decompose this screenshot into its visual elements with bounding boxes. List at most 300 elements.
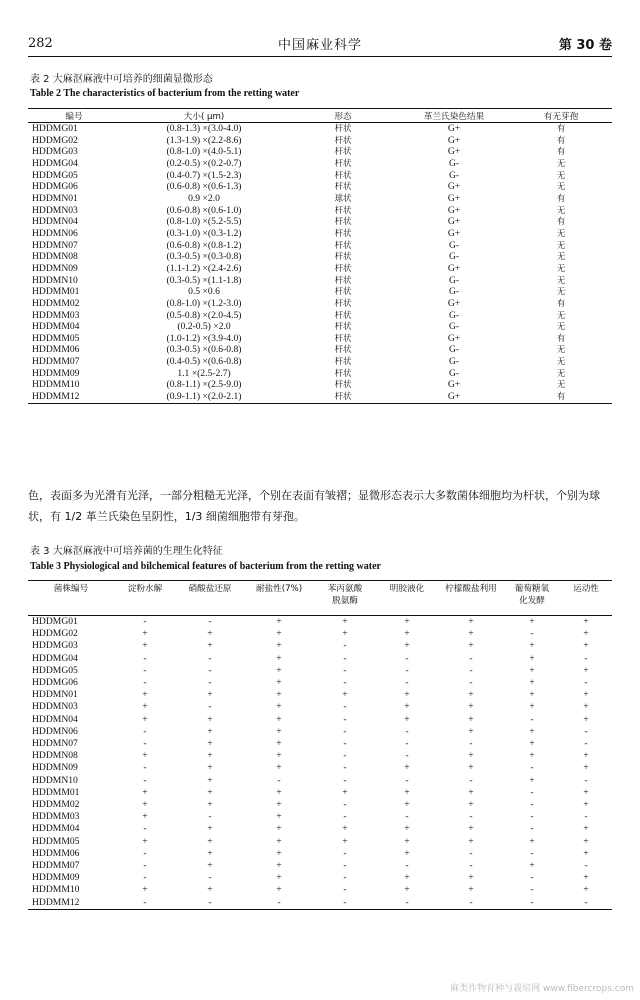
table-cell: + bbox=[142, 835, 148, 847]
table-row bbox=[28, 205, 612, 217]
table-cell: + bbox=[529, 640, 535, 652]
table-cell: HDDMG04 bbox=[32, 652, 78, 664]
table-cell: + bbox=[207, 725, 213, 737]
table-cell: + bbox=[583, 713, 589, 725]
table-cell: G- bbox=[448, 321, 460, 333]
table-cell: + bbox=[207, 713, 213, 725]
table-cell: 有 bbox=[556, 192, 566, 203]
table-cell: G+ bbox=[447, 134, 461, 146]
table-cell: - bbox=[343, 738, 347, 750]
table-row bbox=[28, 653, 612, 665]
table-cell: - bbox=[343, 750, 347, 762]
table-cell: G- bbox=[448, 169, 460, 181]
table-cell: HDDMM06 bbox=[32, 344, 80, 356]
table-cell: + bbox=[583, 750, 589, 762]
table-cell: + bbox=[404, 762, 410, 774]
table-cell: HDDMM05 bbox=[32, 835, 80, 847]
table-cell: + bbox=[468, 750, 474, 762]
table-cell: HDDMN06 bbox=[32, 227, 78, 239]
table-cell: G+ bbox=[447, 146, 461, 158]
table-cell: + bbox=[529, 835, 535, 847]
table-cell: 杆状 bbox=[334, 356, 352, 367]
table-cell: + bbox=[276, 689, 282, 701]
table2 bbox=[28, 108, 612, 404]
table-cell: HDDMM07 bbox=[32, 860, 80, 872]
table-cell: - bbox=[343, 860, 347, 872]
table-cell: G- bbox=[448, 286, 460, 298]
table-cell: + bbox=[529, 774, 535, 786]
table-row bbox=[28, 333, 612, 345]
table-cell: + bbox=[404, 628, 410, 640]
table-cell: G+ bbox=[447, 227, 461, 239]
table-cell: + bbox=[276, 750, 282, 762]
table-cell: G- bbox=[448, 274, 460, 286]
table-cell: 杆状 bbox=[334, 123, 352, 133]
table-cell: - bbox=[208, 616, 212, 627]
table-cell: - bbox=[208, 652, 212, 664]
table-row bbox=[28, 123, 612, 135]
table-cell: - bbox=[584, 860, 588, 872]
table-cell: + bbox=[342, 628, 348, 640]
table-cell: + bbox=[404, 823, 410, 835]
table-cell: - bbox=[343, 652, 347, 664]
table-cell: 杆状 bbox=[334, 367, 352, 378]
table-cell: + bbox=[142, 884, 148, 896]
table-cell: G- bbox=[448, 356, 460, 368]
table-cell: (0.6-0.8) ×(0.6-1.3) bbox=[166, 181, 242, 193]
table-cell: + bbox=[142, 811, 148, 823]
table-cell: + bbox=[404, 847, 410, 859]
table-cell: G- bbox=[448, 239, 460, 251]
table-cell: - bbox=[143, 847, 147, 859]
table-cell: HDDMN09 bbox=[32, 262, 78, 274]
table-cell: + bbox=[468, 616, 474, 627]
table-cell: G+ bbox=[447, 332, 461, 344]
table-row bbox=[28, 251, 612, 263]
table-cell: - bbox=[530, 811, 534, 823]
table-cell: + bbox=[276, 652, 282, 664]
table-cell: + bbox=[276, 786, 282, 798]
table-cell: HDDMM12 bbox=[32, 391, 80, 403]
table-cell: + bbox=[583, 640, 589, 652]
table-cell: 杆状 bbox=[334, 286, 352, 297]
table-cell: 0.9 ×2.0 bbox=[188, 192, 220, 204]
table-cell: + bbox=[342, 786, 348, 798]
table-row bbox=[28, 158, 612, 170]
table-cell: 杆状 bbox=[334, 321, 352, 332]
table-cell: + bbox=[583, 628, 589, 640]
table-cell: + bbox=[207, 847, 213, 859]
table-cell: (0.6-0.8) ×(0.8-1.2) bbox=[166, 239, 242, 251]
table-cell: + bbox=[207, 823, 213, 835]
table-cell: - bbox=[277, 896, 281, 908]
table-cell: G- bbox=[448, 309, 460, 321]
table-cell: - bbox=[208, 677, 212, 689]
table-cell: G+ bbox=[447, 262, 461, 274]
table-row bbox=[28, 860, 612, 872]
table3-column-header: 柠檬酸盐利用 bbox=[438, 581, 504, 616]
table-cell: - bbox=[143, 823, 147, 835]
table2-column-header: 大小( μm) bbox=[120, 109, 288, 123]
table-cell: + bbox=[529, 750, 535, 762]
table-cell: + bbox=[276, 835, 282, 847]
table3-column-header: 菌株编号 bbox=[28, 581, 114, 616]
table-cell: - bbox=[530, 628, 534, 640]
table-cell: 无 bbox=[556, 157, 566, 168]
table-row bbox=[28, 228, 612, 240]
table-cell: + bbox=[404, 713, 410, 725]
table-cell: HDDMM02 bbox=[32, 297, 80, 309]
table-cell: - bbox=[584, 677, 588, 689]
table-cell: + bbox=[468, 823, 474, 835]
table-row bbox=[28, 677, 612, 689]
table-row bbox=[28, 665, 612, 677]
table-cell: + bbox=[468, 884, 474, 896]
table-cell: - bbox=[584, 811, 588, 823]
table-cell: 杆状 bbox=[334, 204, 352, 215]
table-cell: + bbox=[583, 762, 589, 774]
table-cell: 无 bbox=[556, 379, 566, 390]
table-row bbox=[28, 836, 612, 848]
table-cell: - bbox=[584, 774, 588, 786]
table-cell: (0.9-1.1) ×(2.0-2.1) bbox=[166, 391, 242, 403]
table-cell: HDDMG02 bbox=[32, 134, 78, 146]
table3-column-header: 硝酸盐还原 bbox=[176, 581, 244, 616]
table3-column-header: 明胶液化 bbox=[376, 581, 438, 616]
table-cell: - bbox=[530, 799, 534, 811]
table-cell: + bbox=[404, 640, 410, 652]
table-row bbox=[28, 368, 612, 380]
table-cell: - bbox=[405, 652, 409, 664]
table-row bbox=[28, 726, 612, 738]
table-cell: HDDMN08 bbox=[32, 251, 78, 263]
volume-label: 第 30 卷 bbox=[558, 38, 612, 53]
table-cell: + bbox=[276, 738, 282, 750]
table-cell: - bbox=[405, 860, 409, 872]
table-cell: - bbox=[343, 872, 347, 884]
table-cell: - bbox=[343, 701, 347, 713]
table-row bbox=[28, 310, 612, 322]
table-cell: HDDMG03 bbox=[32, 640, 78, 652]
table-cell: HDDMM04 bbox=[32, 823, 80, 835]
table-cell: - bbox=[143, 896, 147, 908]
table-row bbox=[28, 170, 612, 182]
table-cell: 无 bbox=[556, 309, 566, 320]
table-cell: + bbox=[207, 835, 213, 847]
journal-name: 中国麻业科学 bbox=[277, 38, 362, 53]
table2-header-row bbox=[28, 109, 612, 123]
table-cell: 杆状 bbox=[334, 134, 352, 145]
table-cell: HDDMN06 bbox=[32, 725, 78, 737]
table-cell: + bbox=[404, 835, 410, 847]
table-cell: (0.8-1.0) ×(5.2-5.5) bbox=[166, 216, 242, 228]
table2-column-header: 有无芽孢 bbox=[510, 109, 612, 123]
table-cell: - bbox=[405, 738, 409, 750]
table-cell: + bbox=[529, 677, 535, 689]
table3-body bbox=[28, 616, 612, 910]
table-cell: - bbox=[143, 652, 147, 664]
table-cell: G+ bbox=[447, 192, 461, 204]
table-row bbox=[28, 787, 612, 799]
table-cell: G+ bbox=[447, 297, 461, 309]
table3-column-header: 运动性 bbox=[560, 581, 612, 616]
table3-column-header: 苯丙氨酸 脱氨酶 bbox=[314, 581, 376, 616]
table-cell: + bbox=[342, 616, 348, 627]
table-cell: + bbox=[583, 847, 589, 859]
table-cell: 无 bbox=[556, 344, 566, 355]
table-cell: + bbox=[207, 738, 213, 750]
table-cell: + bbox=[468, 786, 474, 798]
table-cell: + bbox=[207, 884, 213, 896]
table-cell: - bbox=[143, 774, 147, 786]
table-cell: (1.1-1.2) ×(2.4-2.6) bbox=[166, 262, 242, 274]
table-cell: + bbox=[529, 689, 535, 701]
table-cell: HDDMN08 bbox=[32, 750, 78, 762]
table-cell: HDDMN01 bbox=[32, 689, 78, 701]
table-cell: - bbox=[469, 774, 473, 786]
table-cell: G+ bbox=[447, 181, 461, 193]
table-cell: (0.8-1.3) ×(3.0-4.0) bbox=[166, 123, 242, 134]
table-row bbox=[28, 181, 612, 193]
table-cell: (0.2-0.5) ×(0.2-0.7) bbox=[166, 157, 242, 169]
table2-caption-en: Table 2 The characteristics of bacterium from the retting water bbox=[30, 88, 300, 99]
table-cell: - bbox=[584, 725, 588, 737]
table-cell: HDDMN04 bbox=[32, 216, 78, 228]
table-cell: - bbox=[469, 896, 473, 908]
table-cell: - bbox=[143, 677, 147, 689]
table-cell: + bbox=[404, 689, 410, 701]
table-cell: HDDMG06 bbox=[32, 181, 78, 193]
table-cell: - bbox=[277, 774, 281, 786]
table-cell: + bbox=[276, 860, 282, 872]
table-cell: - bbox=[469, 847, 473, 859]
table-row bbox=[28, 263, 612, 275]
table-cell: - bbox=[343, 896, 347, 908]
table-cell: + bbox=[404, 884, 410, 896]
page-number: 282 bbox=[28, 36, 53, 51]
table-cell: HDDMM01 bbox=[32, 286, 80, 298]
table-cell: 无 bbox=[556, 227, 566, 238]
table-cell: HDDMN03 bbox=[32, 204, 78, 216]
table-cell: HDDMM05 bbox=[32, 332, 80, 344]
table-row bbox=[28, 799, 612, 811]
table-cell: 无 bbox=[556, 286, 566, 297]
table-cell: - bbox=[343, 640, 347, 652]
table-cell: + bbox=[276, 811, 282, 823]
table-cell: (0.3-0.5) ×(1.1-1.8) bbox=[166, 274, 242, 286]
table-row bbox=[28, 286, 612, 298]
table-cell: - bbox=[405, 750, 409, 762]
table-cell: + bbox=[583, 872, 589, 884]
table-row bbox=[28, 146, 612, 158]
table-cell: + bbox=[529, 738, 535, 750]
table-cell: (0.3-1.0) ×(0.3-1.2) bbox=[166, 227, 242, 239]
table-cell: + bbox=[276, 664, 282, 676]
running-header bbox=[28, 32, 612, 54]
table-cell: 杆状 bbox=[334, 274, 352, 285]
table-row bbox=[28, 298, 612, 310]
table-cell: + bbox=[207, 640, 213, 652]
table-cell: HDDMM09 bbox=[32, 872, 80, 884]
table-row bbox=[28, 848, 612, 860]
table-cell: + bbox=[276, 713, 282, 725]
table-cell: - bbox=[143, 860, 147, 872]
table-cell: HDDMM07 bbox=[32, 356, 80, 368]
table-cell: - bbox=[343, 677, 347, 689]
table-cell: - bbox=[469, 860, 473, 872]
table-row bbox=[28, 701, 612, 713]
table-cell: G+ bbox=[447, 204, 461, 216]
table-cell: 有 bbox=[556, 297, 566, 308]
table-cell: + bbox=[142, 701, 148, 713]
table-cell: - bbox=[530, 872, 534, 884]
table-cell: + bbox=[142, 689, 148, 701]
table-cell: + bbox=[529, 725, 535, 737]
table-cell: G+ bbox=[447, 391, 461, 403]
table-row bbox=[28, 391, 612, 403]
table-cell: - bbox=[469, 677, 473, 689]
table-cell: + bbox=[207, 786, 213, 798]
table-cell: + bbox=[142, 640, 148, 652]
table-cell: + bbox=[342, 835, 348, 847]
table2-caption-cn: 表 2 大麻沤麻液中可培养的细菌显微形态 bbox=[30, 74, 213, 85]
table-cell: + bbox=[142, 799, 148, 811]
table-cell: + bbox=[342, 689, 348, 701]
table-cell: + bbox=[142, 786, 148, 798]
watermark: 麻类作物育种与栽培网 www.fibercrops.com bbox=[450, 984, 634, 994]
table-cell: + bbox=[207, 689, 213, 701]
table-cell: + bbox=[276, 847, 282, 859]
table-cell: + bbox=[276, 823, 282, 835]
table-cell: - bbox=[530, 847, 534, 859]
table-cell: - bbox=[584, 652, 588, 664]
table-cell: - bbox=[208, 896, 212, 908]
table-cell: + bbox=[529, 616, 535, 627]
table3-caption-en: Table 3 Physiological and bilchemical features of bacterium from the retting water bbox=[30, 561, 381, 572]
table-cell: HDDMM04 bbox=[32, 321, 80, 333]
table-cell: + bbox=[276, 677, 282, 689]
table-cell: + bbox=[276, 725, 282, 737]
table-cell: HDDMG01 bbox=[32, 123, 78, 134]
table-cell: - bbox=[343, 799, 347, 811]
table-cell: + bbox=[207, 628, 213, 640]
table-cell: + bbox=[404, 786, 410, 798]
table2-column-header: 编号 bbox=[28, 109, 120, 123]
table-cell: + bbox=[583, 701, 589, 713]
table-cell: HDDMM06 bbox=[32, 847, 80, 859]
table-cell: HDDMN10 bbox=[32, 774, 78, 786]
table-cell: 杆状 bbox=[334, 297, 352, 308]
table-cell: + bbox=[468, 835, 474, 847]
table-cell: (0.8-1.1) ×(2.5-9.0) bbox=[166, 379, 242, 391]
table-cell: 无 bbox=[556, 274, 566, 285]
table-cell: - bbox=[208, 811, 212, 823]
table-cell: + bbox=[207, 762, 213, 774]
table-cell: HDDMN09 bbox=[32, 762, 78, 774]
table-cell: G- bbox=[448, 367, 460, 379]
table-cell: + bbox=[276, 884, 282, 896]
table-cell: - bbox=[405, 896, 409, 908]
table-cell: - bbox=[343, 725, 347, 737]
table-cell: (0.4-0.7) ×(1.5-2.3) bbox=[166, 169, 242, 181]
table-cell: 杆状 bbox=[334, 332, 352, 343]
table-cell: 无 bbox=[556, 251, 566, 262]
table-cell: + bbox=[276, 628, 282, 640]
table-cell: - bbox=[208, 664, 212, 676]
table-cell: 杆状 bbox=[334, 169, 352, 180]
table-cell: (0.4-0.5) ×(0.6-0.8) bbox=[166, 356, 242, 368]
table-cell: HDDMG01 bbox=[32, 616, 78, 627]
table-cell: - bbox=[343, 664, 347, 676]
table-row bbox=[28, 275, 612, 287]
table-cell: HDDMG03 bbox=[32, 146, 78, 158]
table-cell: G+ bbox=[447, 379, 461, 391]
table-cell: HDDMM03 bbox=[32, 811, 80, 823]
table-cell: + bbox=[404, 799, 410, 811]
table-cell: + bbox=[276, 640, 282, 652]
table-row bbox=[28, 762, 612, 774]
table-row bbox=[28, 193, 612, 205]
table-cell: HDDMM03 bbox=[32, 309, 80, 321]
table-cell: HDDMN07 bbox=[32, 239, 78, 251]
table-cell: + bbox=[404, 872, 410, 884]
table-cell: + bbox=[142, 713, 148, 725]
table-cell: HDDMN07 bbox=[32, 738, 78, 750]
table-cell: HDDMN01 bbox=[32, 192, 78, 204]
table-cell: - bbox=[208, 701, 212, 713]
table-cell: 杆状 bbox=[334, 146, 352, 157]
table-cell: + bbox=[142, 750, 148, 762]
table-cell: + bbox=[468, 713, 474, 725]
table-cell: HDDMN03 bbox=[32, 701, 78, 713]
table-cell: (1.3-1.9) ×(2.2-8.6) bbox=[166, 134, 242, 146]
table-row bbox=[28, 356, 612, 368]
table-row bbox=[28, 216, 612, 228]
table-cell: 0.5 ×0.6 bbox=[188, 286, 220, 298]
table-cell: 有 bbox=[556, 123, 566, 133]
table-cell: + bbox=[207, 799, 213, 811]
table-cell: 有 bbox=[556, 216, 566, 227]
table-cell: HDDMG05 bbox=[32, 664, 78, 676]
table-cell: - bbox=[469, 652, 473, 664]
table-cell: + bbox=[276, 872, 282, 884]
table-cell: - bbox=[143, 664, 147, 676]
table-cell: + bbox=[583, 884, 589, 896]
table-cell: G- bbox=[448, 251, 460, 263]
table-row bbox=[28, 775, 612, 787]
table-row bbox=[28, 897, 612, 910]
table-cell: HDDMM02 bbox=[32, 799, 80, 811]
table-cell: - bbox=[405, 677, 409, 689]
table-cell: + bbox=[529, 860, 535, 872]
table2-column-header: 革兰氏染色结果 bbox=[398, 109, 510, 123]
table-cell: (0.3-0.5) ×(0.3-0.8) bbox=[166, 251, 242, 263]
table-cell: 无 bbox=[556, 239, 566, 250]
table-row bbox=[28, 823, 612, 835]
table-cell: + bbox=[583, 786, 589, 798]
table-cell: + bbox=[468, 725, 474, 737]
table-cell: - bbox=[405, 725, 409, 737]
table-cell: 有 bbox=[556, 146, 566, 157]
table-cell: + bbox=[404, 701, 410, 713]
table-cell: HDDMG05 bbox=[32, 169, 78, 181]
table-cell: - bbox=[143, 762, 147, 774]
table-cell: + bbox=[583, 823, 589, 835]
table-row bbox=[28, 240, 612, 252]
table-cell: HDDMG04 bbox=[32, 157, 78, 169]
table-cell: + bbox=[276, 616, 282, 627]
table-cell: + bbox=[207, 750, 213, 762]
